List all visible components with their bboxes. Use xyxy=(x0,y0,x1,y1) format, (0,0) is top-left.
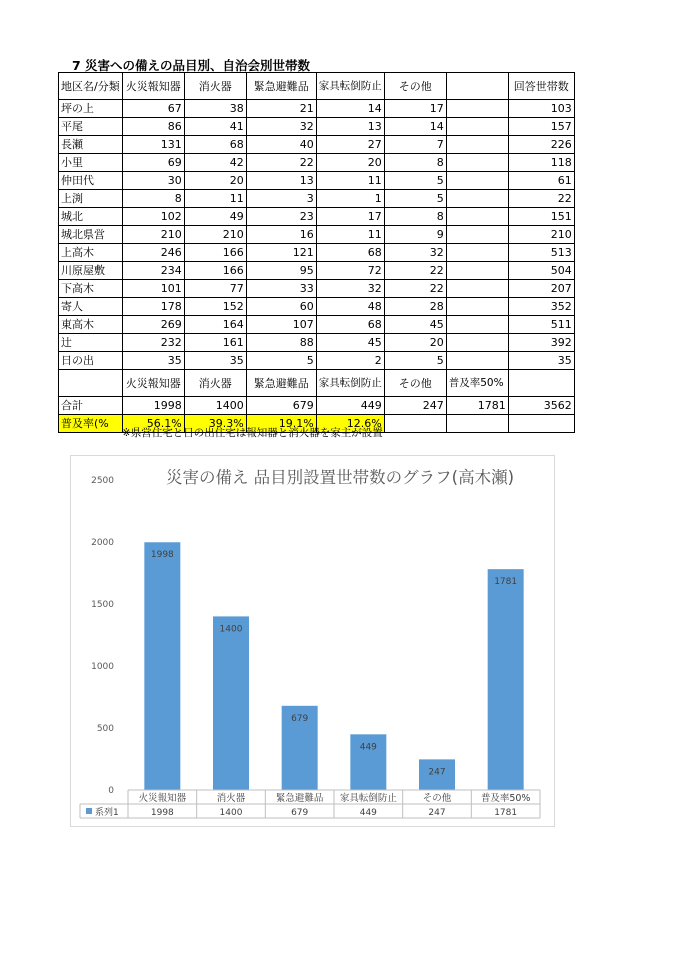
header-cell: その他 xyxy=(384,73,446,100)
table-cell: 14 xyxy=(316,100,384,118)
table-cell: 33 xyxy=(246,280,316,298)
table-cell: 22 xyxy=(384,262,446,280)
x-tick-label: その他 xyxy=(422,793,452,804)
table-cell: 小里 xyxy=(59,154,123,172)
table-cell: 城北県営 xyxy=(59,226,123,244)
table-cell: 166 xyxy=(184,244,246,262)
table-cell: 152 xyxy=(184,298,246,316)
header-cell: その他 xyxy=(384,370,446,397)
table-cell: 35 xyxy=(122,352,184,370)
table-cell: 17 xyxy=(384,100,446,118)
table-cell: 77 xyxy=(184,280,246,298)
table-cell: 8 xyxy=(384,154,446,172)
table-cell: 20 xyxy=(316,154,384,172)
footnote: ※県営住宅と日の出住宅は報知器と消火器を家主が設置 xyxy=(122,427,383,439)
table-cell: 坪の上 xyxy=(59,100,123,118)
data-label: 1400 xyxy=(219,624,243,635)
table-cell: 21 xyxy=(246,100,316,118)
table-cell: 68 xyxy=(316,316,384,334)
total-cell: 679 xyxy=(246,397,316,415)
table-cell: 5 xyxy=(384,190,446,208)
data-label: 679 xyxy=(291,713,309,724)
table-cell: 22 xyxy=(246,154,316,172)
table-cell: 5 xyxy=(246,352,316,370)
table-cell: 8 xyxy=(122,190,184,208)
table-cell: 118 xyxy=(508,154,574,172)
table-cell: 511 xyxy=(508,316,574,334)
table-cell: 210 xyxy=(184,226,246,244)
bar xyxy=(488,569,524,790)
x-tick-label: 消火器 xyxy=(216,793,246,804)
table-cell: 45 xyxy=(316,334,384,352)
table-cell: 17 xyxy=(316,208,384,226)
table-cell: 103 xyxy=(508,100,574,118)
table-cell: 232 xyxy=(122,334,184,352)
table-cell: 226 xyxy=(508,136,574,154)
table-cell: 27 xyxy=(316,136,384,154)
table-cell: 30 xyxy=(122,172,184,190)
table-cell: 86 xyxy=(122,118,184,136)
table-cell: 392 xyxy=(508,334,574,352)
table-cell: 寄人 xyxy=(59,298,123,316)
table-cell: 72 xyxy=(316,262,384,280)
table-cell: 川原屋敷 xyxy=(59,262,123,280)
header-cell: 普及率50% xyxy=(446,370,508,397)
table-cell: 20 xyxy=(384,334,446,352)
rate-cell: 39.3% xyxy=(184,415,246,433)
table-cell: 8 xyxy=(384,208,446,226)
header-cell: 家具転倒防止 xyxy=(316,73,384,100)
header-cell: 緊急避難品 xyxy=(246,370,316,397)
table-cell: 平尾 xyxy=(59,118,123,136)
table-cell: 32 xyxy=(316,280,384,298)
table-cell: 32 xyxy=(384,244,446,262)
table-cell: 城北 xyxy=(59,208,123,226)
data-label: 1998 xyxy=(150,550,174,561)
data-table-value: 1998 xyxy=(150,808,174,818)
table-cell: 22 xyxy=(384,280,446,298)
total-cell: 3562 xyxy=(508,397,574,415)
table-cell: 11 xyxy=(316,226,384,244)
table-cell: 23 xyxy=(246,208,316,226)
data-label: 449 xyxy=(359,742,377,753)
table-cell: 下高木 xyxy=(59,280,123,298)
table-cell: 東高木 xyxy=(59,316,123,334)
data-table-value: 679 xyxy=(291,808,309,818)
table-cell: 69 xyxy=(122,154,184,172)
table-cell: 上渕 xyxy=(59,190,123,208)
x-tick-label: 普及率50% xyxy=(480,793,531,804)
bar xyxy=(144,542,180,790)
x-tick-label: 火災報知器 xyxy=(138,793,187,804)
table-cell: 157 xyxy=(508,118,574,136)
table-cell: 13 xyxy=(246,172,316,190)
table-cell: 5 xyxy=(384,172,446,190)
table-cell: 101 xyxy=(122,280,184,298)
table-cell: 102 xyxy=(122,208,184,226)
table-cell: 日の出 xyxy=(59,352,123,370)
table-cell: 48 xyxy=(316,298,384,316)
table-cell: 513 xyxy=(508,244,574,262)
total-cell: 1400 xyxy=(184,397,246,415)
table-cell: 42 xyxy=(184,154,246,172)
table-cell: 95 xyxy=(246,262,316,280)
table-cell: 11 xyxy=(316,172,384,190)
table-cell: 88 xyxy=(246,334,316,352)
total-cell: 247 xyxy=(384,397,446,415)
rate-cell: 56.1% xyxy=(122,415,184,433)
table-cell: 40 xyxy=(246,136,316,154)
table-cell: 60 xyxy=(246,298,316,316)
table-cell: 22 xyxy=(508,190,574,208)
table-cell: 151 xyxy=(508,208,574,226)
table-cell: 67 xyxy=(122,100,184,118)
table-cell: 68 xyxy=(316,244,384,262)
table-cell: 352 xyxy=(508,298,574,316)
legend-series-name: 系列1 xyxy=(95,808,119,818)
table-cell: 20 xyxy=(184,172,246,190)
table-cell: 504 xyxy=(508,262,574,280)
table-cell: 269 xyxy=(122,316,184,334)
data-table-value: 1400 xyxy=(219,808,243,818)
table-cell: 1 xyxy=(316,190,384,208)
data-table-value: 449 xyxy=(359,808,377,818)
table-cell: 35 xyxy=(508,352,574,370)
header-cell: 地区名/分類 xyxy=(59,73,123,100)
x-tick-label: 家具転倒防止 xyxy=(339,793,397,804)
bar xyxy=(213,616,249,790)
table-cell: 207 xyxy=(508,280,574,298)
table-cell: 178 xyxy=(122,298,184,316)
page-title: 7 災害への備えの品目別、自治会別世帯数 xyxy=(72,58,311,73)
y-tick-label: 2500 xyxy=(91,476,114,486)
table-cell: 辻 xyxy=(59,334,123,352)
chart-title: 災害の備え 品目別設置世帯数のグラフ(高木瀬) xyxy=(165,468,515,487)
table-cell: 49 xyxy=(184,208,246,226)
y-tick-label: 0 xyxy=(108,786,114,796)
table-cell: 長瀬 xyxy=(59,136,123,154)
table-cell: 61 xyxy=(508,172,574,190)
legend-key xyxy=(86,808,92,814)
header-cell: 火災報知器 xyxy=(122,73,184,100)
table-cell: 131 xyxy=(122,136,184,154)
header-cell: 家具転倒防止 xyxy=(316,370,384,397)
rate-cell: 普及率(% xyxy=(59,415,123,433)
table-cell: 166 xyxy=(184,262,246,280)
table-cell: 16 xyxy=(246,226,316,244)
table-cell: 13 xyxy=(316,118,384,136)
total-cell: 合計 xyxy=(59,397,123,415)
table-cell: 210 xyxy=(508,226,574,244)
table-cell: 234 xyxy=(122,262,184,280)
total-cell: 1781 xyxy=(446,397,508,415)
table-cell: 68 xyxy=(184,136,246,154)
table-cell: 14 xyxy=(384,118,446,136)
header-cell: 緊急避難品 xyxy=(246,73,316,100)
table-cell: 41 xyxy=(184,118,246,136)
table-cell: 246 xyxy=(122,244,184,262)
header-cell: 火災報知器 xyxy=(122,370,184,397)
table-cell: 28 xyxy=(384,298,446,316)
data-table-value: 1781 xyxy=(494,808,518,818)
data-label: 1781 xyxy=(494,577,518,588)
table-cell: 107 xyxy=(246,316,316,334)
x-tick-label: 緊急避難品 xyxy=(275,793,324,804)
data-table-value: 247 xyxy=(428,808,446,818)
table-cell: 9 xyxy=(384,226,446,244)
data-label: 247 xyxy=(428,767,446,778)
total-cell: 449 xyxy=(316,397,384,415)
table-cell: 210 xyxy=(122,226,184,244)
table-cell: 11 xyxy=(184,190,246,208)
rate-cell: 19.1% xyxy=(246,415,316,433)
table-cell: 164 xyxy=(184,316,246,334)
table-cell: 161 xyxy=(184,334,246,352)
table-cell: 35 xyxy=(184,352,246,370)
table-cell: 7 xyxy=(384,136,446,154)
table-cell: 2 xyxy=(316,352,384,370)
table-cell: 上高木 xyxy=(59,244,123,262)
table-cell: 5 xyxy=(384,352,446,370)
header-cell: 消火器 xyxy=(184,370,246,397)
y-tick-label: 500 xyxy=(96,724,114,734)
total-cell: 1998 xyxy=(122,397,184,415)
table-cell: 仲田代 xyxy=(59,172,123,190)
y-tick-label: 1500 xyxy=(91,600,114,610)
rate-cell: 12.6% xyxy=(316,415,384,433)
y-tick-label: 2000 xyxy=(91,538,114,548)
table-cell: 3 xyxy=(246,190,316,208)
y-tick-label: 1000 xyxy=(91,662,114,672)
table-cell: 45 xyxy=(384,316,446,334)
table-cell: 38 xyxy=(184,100,246,118)
header-cell: 消火器 xyxy=(184,73,246,100)
table-cell: 32 xyxy=(246,118,316,136)
header-cell: 回答世帯数 xyxy=(508,73,574,100)
table-cell: 121 xyxy=(246,244,316,262)
